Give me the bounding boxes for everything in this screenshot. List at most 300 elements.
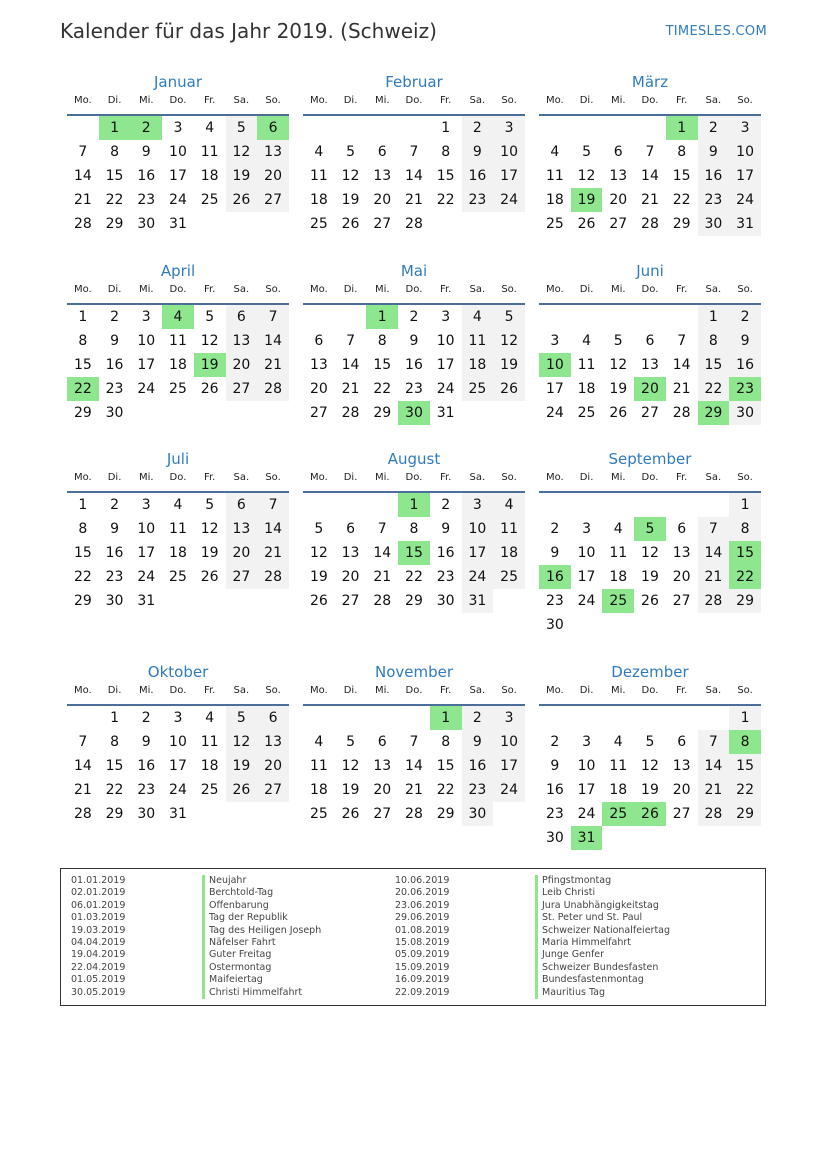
holiday-name: Schweizer Bundesfasten — [535, 962, 670, 974]
day-cell: 29 — [105, 216, 124, 232]
day-cell: 4 — [613, 734, 623, 750]
weekday-name: Mo. — [309, 472, 328, 483]
day-cell: 18 — [200, 168, 219, 184]
day-cell: 23 — [137, 192, 156, 208]
day-cell: 13 — [373, 758, 392, 774]
day-cell: 6 — [346, 521, 356, 537]
month-name: September — [608, 450, 692, 468]
day-cell: 5 — [346, 734, 356, 750]
day-cell: 26 — [641, 593, 659, 609]
day-cell: 5 — [205, 309, 215, 325]
day-cell: 15 — [698, 353, 730, 377]
month-12 — [539, 662, 761, 850]
holiday-date: 05.09.2019 — [395, 949, 450, 961]
day-cell: 18 — [309, 192, 328, 208]
empty-cell — [634, 305, 666, 329]
holiday-day-cell: 2 — [130, 116, 162, 140]
day-cell: 25 — [462, 377, 494, 401]
holiday-day-cell: 16 — [539, 565, 571, 589]
weekday-name: Di. — [579, 284, 594, 295]
day-cell: 14 — [405, 168, 423, 184]
day-cell: 19 — [226, 164, 258, 188]
day-cell: 22 — [73, 569, 92, 585]
day-cell: 27 — [257, 188, 289, 212]
month-11 — [303, 662, 525, 826]
holiday-day-cell: 1 — [430, 706, 462, 730]
day-cell: 8 — [729, 517, 761, 541]
day-cell: 10 — [169, 144, 187, 160]
holiday-date: 22.09.2019 — [395, 986, 450, 998]
empty-cell — [335, 116, 367, 140]
holiday-name: Leib Christi — [535, 887, 670, 899]
day-cell: 19 — [641, 569, 659, 585]
weekday-name: Do. — [405, 685, 423, 696]
empty-cell — [398, 706, 430, 730]
weekday-name: So. — [737, 685, 753, 696]
day-cell: 31 — [169, 216, 187, 232]
day-cell: 10 — [169, 734, 187, 750]
day-cell: 12 — [200, 521, 219, 537]
day-cell: 12 — [226, 730, 258, 754]
holiday-date: 01.08.2019 — [395, 924, 450, 936]
day-cell: 27 — [341, 593, 360, 609]
day-cell: 8 — [78, 521, 88, 537]
month-9 — [539, 449, 761, 637]
day-cell: 7 — [698, 517, 730, 541]
weekday-name: So. — [737, 284, 753, 295]
weekday-name: Mi. — [610, 685, 626, 696]
day-cell: 9 — [409, 333, 419, 349]
day-cell: 20 — [226, 353, 258, 377]
day-cell: 24 — [729, 188, 761, 212]
day-cell: 26 — [200, 381, 219, 397]
holiday-date: 29.06.2019 — [395, 912, 450, 924]
empty-cell — [571, 493, 603, 517]
day-cell: 13 — [672, 758, 691, 774]
month-5 — [303, 261, 525, 425]
day-cell: 4 — [493, 493, 525, 517]
day-cell: 10 — [436, 333, 455, 349]
holiday-name: Mauritius Tag — [535, 987, 670, 999]
month-name: Februar — [385, 73, 443, 91]
day-cell: 20 — [257, 164, 289, 188]
day-cell: 25 — [577, 405, 596, 421]
day-cell: 17 — [169, 758, 187, 774]
month-name: März — [631, 73, 669, 91]
day-cell: 7 — [346, 333, 356, 349]
month-name: Januar — [154, 73, 202, 91]
weekday-name: So. — [737, 472, 753, 483]
weekday-name: Mo. — [545, 685, 564, 696]
month-8 — [303, 449, 525, 613]
day-cell: 28 — [373, 593, 392, 609]
day-cell: 2 — [409, 309, 419, 325]
weekday-name: Sa. — [233, 95, 250, 106]
weekday-name: Mi. — [138, 472, 154, 483]
holiday-name: St. Peter und St. Paul — [535, 912, 670, 924]
empty-cell — [666, 706, 698, 730]
weekday-header — [67, 92, 289, 116]
empty-cell — [571, 706, 603, 730]
day-cell: 19 — [200, 545, 219, 561]
day-cell: 16 — [137, 758, 156, 774]
day-cell: 15 — [105, 168, 124, 184]
weekday-name: Mi. — [374, 685, 390, 696]
holiday-names-col-1 — [202, 875, 321, 999]
day-cell: 18 — [609, 569, 628, 585]
holiday-dates-col-2 — [395, 875, 449, 999]
month-name: Oktober — [147, 663, 209, 681]
day-cell: 21 — [405, 782, 423, 798]
weekday-name: Mo. — [73, 284, 92, 295]
empty-cell — [539, 116, 571, 140]
day-cell: 10 — [137, 521, 156, 537]
day-cell: 16 — [436, 545, 455, 561]
weekday-header — [303, 281, 525, 305]
day-cell: 23 — [545, 806, 564, 822]
day-cell: 3 — [441, 309, 451, 325]
day-cell: 26 — [226, 778, 258, 802]
day-cell: 28 — [698, 589, 730, 613]
weekday-name: So. — [501, 284, 517, 295]
day-cell: 13 — [341, 545, 360, 561]
day-cell: 30 — [462, 802, 494, 826]
day-cell: 16 — [105, 357, 124, 373]
day-cell: 26 — [341, 216, 360, 232]
weekday-name: Mi. — [138, 95, 154, 106]
day-cell: 18 — [545, 192, 564, 208]
day-cell: 8 — [441, 734, 451, 750]
day-cell: 16 — [137, 168, 156, 184]
day-cell: 1 — [698, 305, 730, 329]
holiday-name: Berchtold-Tag — [202, 887, 321, 899]
day-cell: 16 — [729, 353, 761, 377]
day-cell: 13 — [309, 357, 328, 373]
empty-cell — [602, 305, 634, 329]
day-cell: 5 — [314, 521, 324, 537]
day-cell: 10 — [577, 758, 596, 774]
day-cell: 6 — [257, 706, 289, 730]
day-cell: 29 — [73, 593, 92, 609]
day-cell: 26 — [309, 593, 328, 609]
weekday-header — [539, 469, 761, 493]
day-cell: 2 — [141, 710, 151, 726]
weekday-header — [539, 92, 761, 116]
day-cell: 2 — [729, 305, 761, 329]
weekday-name: Do. — [641, 685, 659, 696]
day-cell: 9 — [698, 140, 730, 164]
weekday-name: Di. — [343, 472, 358, 483]
day-cell: 7 — [257, 493, 289, 517]
month-10 — [67, 662, 289, 826]
day-cell: 4 — [550, 144, 560, 160]
day-cell: 6 — [226, 305, 258, 329]
weekday-name: Fr. — [675, 95, 688, 106]
day-cell: 4 — [582, 333, 592, 349]
day-cell: 21 — [698, 565, 730, 589]
day-cell: 31 — [169, 806, 187, 822]
day-cell: 7 — [78, 144, 88, 160]
day-grid — [303, 305, 525, 425]
day-cell: 26 — [341, 806, 360, 822]
month-2 — [303, 72, 525, 236]
day-cell: 2 — [110, 497, 120, 513]
weekday-name: Mi. — [374, 472, 390, 483]
day-cell: 13 — [672, 545, 691, 561]
day-cell: 14 — [257, 517, 289, 541]
day-cell: 25 — [309, 216, 328, 232]
weekday-header — [303, 92, 525, 116]
empty-cell — [303, 116, 335, 140]
day-cell: 4 — [613, 521, 623, 537]
day-cell: 16 — [698, 164, 730, 188]
weekday-name: Fr. — [439, 284, 452, 295]
day-cell: 8 — [698, 329, 730, 353]
empty-cell — [335, 706, 367, 730]
day-grid — [67, 493, 289, 613]
holiday-day-cell: 26 — [634, 802, 666, 826]
day-cell: 19 — [641, 782, 659, 798]
weekday-name: Fr. — [675, 685, 688, 696]
day-cell: 21 — [405, 192, 423, 208]
day-cell: 24 — [436, 381, 455, 397]
weekday-name: Di. — [107, 472, 122, 483]
weekday-name: Fr. — [203, 95, 216, 106]
empty-cell — [666, 493, 698, 517]
holiday-date: 04.04.2019 — [71, 936, 126, 948]
weekday-name: Do. — [169, 685, 187, 696]
holiday-name: Jura Unabhängigkeitstag — [535, 900, 670, 912]
day-cell: 3 — [173, 710, 183, 726]
day-cell: 5 — [205, 497, 215, 513]
day-cell: 2 — [441, 497, 451, 513]
day-cell: 30 — [545, 830, 564, 846]
day-cell: 13 — [641, 357, 659, 373]
holiday-name: Guter Freitag — [202, 949, 321, 961]
day-cell: 30 — [137, 216, 156, 232]
day-cell: 6 — [226, 493, 258, 517]
day-cell: 25 — [493, 565, 525, 589]
day-cell: 9 — [729, 329, 761, 353]
weekday-name: Mo. — [545, 472, 564, 483]
day-cell: 3 — [462, 493, 494, 517]
day-cell: 5 — [645, 734, 655, 750]
day-cell: 26 — [493, 377, 525, 401]
day-cell: 12 — [341, 168, 360, 184]
day-cell: 27 — [641, 405, 659, 421]
day-cell: 29 — [405, 593, 423, 609]
day-cell: 17 — [436, 357, 455, 373]
day-cell: 29 — [105, 806, 124, 822]
day-cell: 24 — [545, 405, 564, 421]
day-cell: 22 — [698, 377, 730, 401]
holiday-day-cell: 15 — [729, 541, 761, 565]
empty-cell — [602, 116, 634, 140]
weekday-name: Di. — [107, 685, 122, 696]
day-cell: 24 — [462, 565, 494, 589]
day-cell: 30 — [105, 405, 124, 421]
day-cell: 13 — [373, 168, 392, 184]
day-cell: 20 — [373, 192, 392, 208]
day-cell: 3 — [141, 497, 151, 513]
day-cell: 27 — [309, 405, 328, 421]
day-cell: 8 — [409, 521, 419, 537]
day-cell: 27 — [226, 377, 258, 401]
day-cell: 23 — [137, 782, 156, 798]
weekday-name: So. — [501, 95, 517, 106]
day-cell: 9 — [110, 521, 120, 537]
day-cell: 17 — [462, 541, 494, 565]
day-cell: 23 — [105, 381, 124, 397]
day-cell: 17 — [169, 168, 187, 184]
weekday-name: Fr. — [203, 472, 216, 483]
month-name: Juni — [636, 262, 664, 280]
holiday-day-cell: 23 — [729, 377, 761, 401]
weekday-header — [539, 281, 761, 305]
weekday-header — [303, 682, 525, 706]
day-cell: 17 — [137, 545, 156, 561]
day-cell: 27 — [672, 593, 691, 609]
holiday-day-cell: 15 — [398, 541, 430, 565]
weekday-name: Do. — [641, 284, 659, 295]
weekday-header — [539, 682, 761, 706]
holiday-name: Offenbarung — [202, 900, 321, 912]
day-cell: 27 — [373, 806, 392, 822]
site-logo[interactable]: TIMESLES.COM — [665, 24, 767, 39]
holiday-date: 23.06.2019 — [395, 899, 450, 911]
day-cell: 12 — [641, 545, 659, 561]
day-cell: 10 — [493, 140, 525, 164]
day-cell: 18 — [200, 758, 219, 774]
weekday-name: Sa. — [469, 95, 486, 106]
day-cell: 1 — [78, 309, 88, 325]
day-cell: 23 — [545, 593, 564, 609]
day-cell: 12 — [341, 758, 360, 774]
day-cell: 16 — [545, 782, 564, 798]
weekday-name: Sa. — [705, 284, 722, 295]
holiday-name: Tag des Heiligen Joseph — [202, 925, 321, 937]
day-grid — [67, 116, 289, 236]
empty-cell — [666, 305, 698, 329]
day-cell: 5 — [226, 706, 258, 730]
day-cell: 30 — [545, 617, 564, 633]
holiday-day-cell: 31 — [571, 826, 603, 850]
day-cell: 13 — [257, 730, 289, 754]
weekday-name: Fr. — [439, 685, 452, 696]
empty-cell — [335, 305, 367, 329]
empty-cell — [602, 706, 634, 730]
day-cell: 10 — [137, 333, 156, 349]
day-cell: 26 — [577, 216, 596, 232]
day-cell: 5 — [582, 144, 592, 160]
day-cell: 6 — [645, 333, 655, 349]
weekday-name: Mi. — [374, 284, 390, 295]
day-cell: 31 — [436, 405, 455, 421]
holiday-day-cell: 19 — [194, 353, 226, 377]
day-cell: 7 — [677, 333, 687, 349]
day-cell: 15 — [436, 758, 455, 774]
holiday-date: 20.06.2019 — [395, 887, 450, 899]
weekday-name: Sa. — [233, 284, 250, 295]
day-cell: 11 — [309, 168, 328, 184]
day-cell: 24 — [137, 381, 156, 397]
day-cell: 3 — [582, 734, 592, 750]
day-cell: 24 — [169, 782, 187, 798]
holiday-name: Bundesfastenmontag — [535, 974, 670, 986]
empty-cell — [366, 493, 398, 517]
day-cell: 5 — [613, 333, 623, 349]
day-cell: 27 — [226, 565, 258, 589]
day-cell: 22 — [405, 569, 423, 585]
day-cell: 12 — [609, 357, 628, 373]
day-cell: 18 — [462, 353, 494, 377]
holiday-name: Neujahr — [202, 875, 321, 887]
day-cell: 13 — [226, 329, 258, 353]
holiday-day-cell: 4 — [162, 305, 194, 329]
empty-cell — [67, 116, 99, 140]
day-cell: 14 — [373, 545, 392, 561]
day-cell: 11 — [462, 329, 494, 353]
day-cell: 6 — [377, 144, 387, 160]
day-cell: 10 — [493, 730, 525, 754]
day-cell: 22 — [373, 381, 392, 397]
day-cell: 18 — [577, 381, 596, 397]
day-cell: 31 — [462, 589, 494, 613]
holiday-name: Näfelser Fahrt — [202, 937, 321, 949]
day-cell: 4 — [314, 144, 324, 160]
day-cell: 12 — [493, 329, 525, 353]
day-cell: 28 — [341, 405, 360, 421]
day-cell: 14 — [672, 357, 691, 373]
day-cell: 27 — [257, 778, 289, 802]
day-cell: 19 — [309, 569, 328, 585]
day-cell: 31 — [137, 593, 156, 609]
day-cell: 10 — [462, 517, 494, 541]
holiday-name: Pfingstmontag — [535, 875, 670, 887]
day-cell: 14 — [698, 541, 730, 565]
day-grid — [303, 493, 525, 613]
day-cell: 6 — [377, 734, 387, 750]
weekday-name: Mo. — [73, 95, 92, 106]
day-cell: 5 — [226, 116, 258, 140]
month-7 — [67, 449, 289, 613]
holiday-name: Ostermontag — [202, 962, 321, 974]
holiday-day-cell: 1 — [398, 493, 430, 517]
weekday-name: Sa. — [469, 472, 486, 483]
day-cell: 28 — [257, 565, 289, 589]
empty-cell — [539, 706, 571, 730]
day-cell: 25 — [169, 381, 187, 397]
weekday-name: Sa. — [705, 472, 722, 483]
day-cell: 15 — [373, 357, 392, 373]
weekday-name: Fr. — [675, 472, 688, 483]
day-cell: 27 — [373, 216, 392, 232]
weekday-name: Mi. — [610, 95, 626, 106]
weekday-name: Mo. — [73, 472, 92, 483]
day-grid — [303, 116, 525, 236]
weekday-name: Mi. — [138, 685, 154, 696]
weekday-name: Do. — [169, 95, 187, 106]
day-cell: 8 — [441, 144, 451, 160]
weekday-name: So. — [265, 685, 281, 696]
day-cell: 29 — [729, 589, 761, 613]
day-cell: 8 — [78, 333, 88, 349]
day-cell: 23 — [405, 381, 423, 397]
day-cell: 14 — [405, 758, 423, 774]
holiday-day-cell: 19 — [571, 188, 603, 212]
holiday-day-cell: 20 — [634, 377, 666, 401]
weekday-name: Do. — [169, 284, 187, 295]
